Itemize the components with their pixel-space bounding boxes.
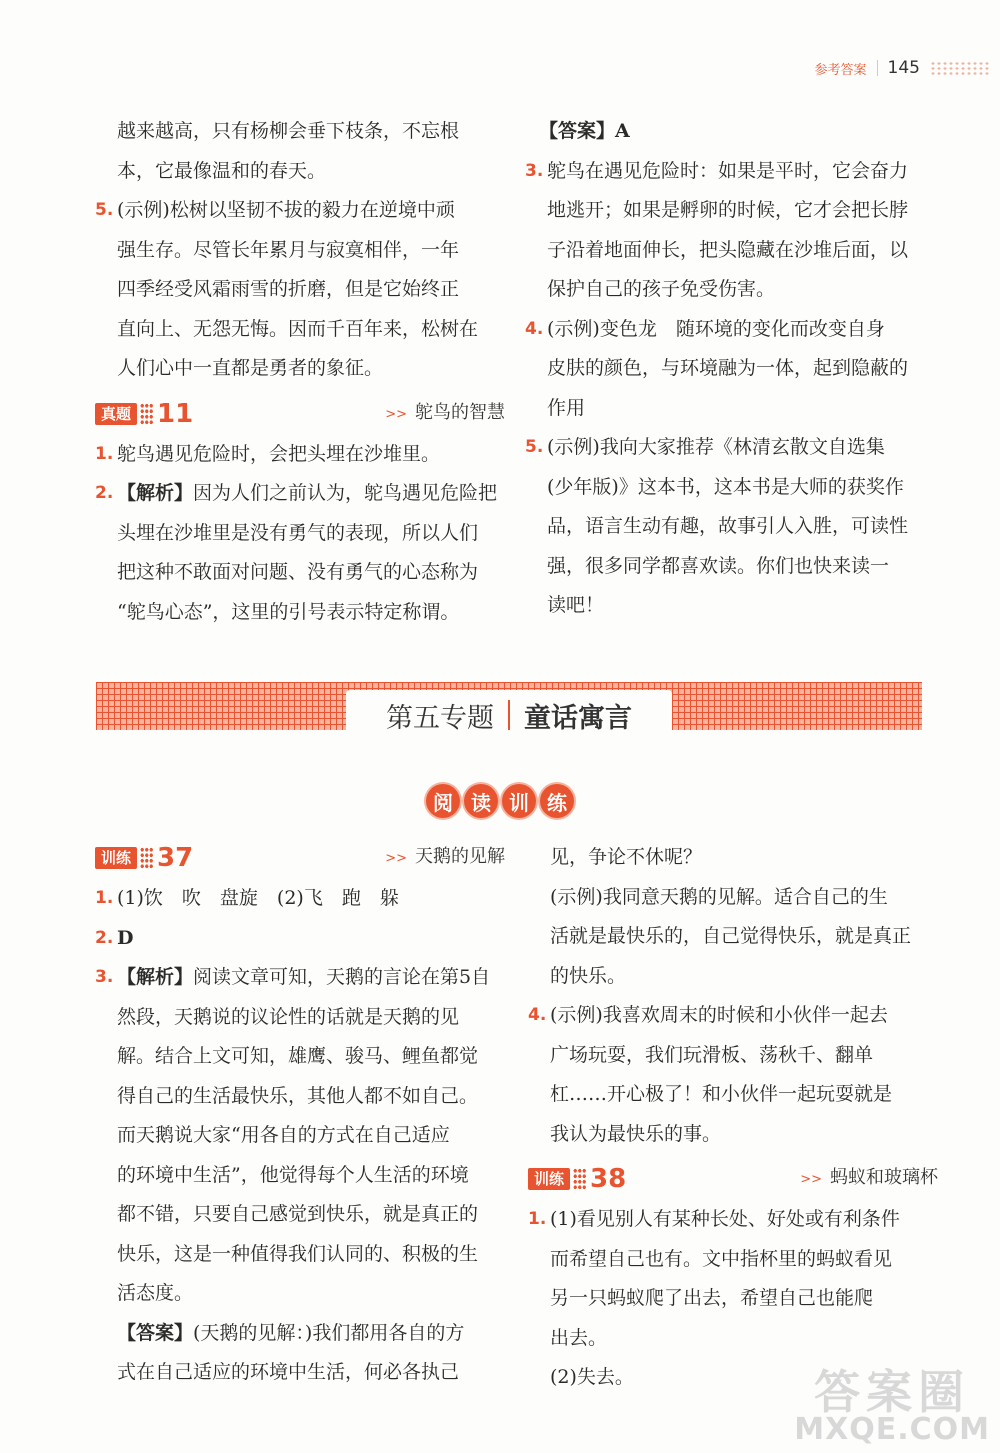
text-line: 快乐，这是一种值得我们认同的、积极的生 [117, 1242, 479, 1265]
watermark-url: MXQE.COM [794, 1412, 990, 1447]
section-title-text: 鸵鸟的智慧 [415, 401, 505, 423]
item-number: 1. [95, 888, 114, 908]
text-line: 解。结合上文可知，雄鹰、骏马、鲤鱼都觉 [117, 1045, 479, 1067]
section-heading-37 [95, 841, 505, 875]
text-line: 四季经受风霜雨雪的折磨，但是它始终正 [117, 278, 460, 300]
text-line: 然段，天鹅说的议论性的话就是天鹅的见 [117, 1005, 460, 1028]
page-header [815, 58, 990, 78]
answer-item-2 [95, 474, 505, 632]
section-badge [95, 843, 193, 873]
section-number: 38 [590, 1164, 627, 1194]
text-line: 广场玩耍，我们玩滑板、荡秋千、翻单 [550, 1043, 874, 1066]
double-arrow-icon: >> [800, 1172, 822, 1188]
section-label: 参考答案 [814, 62, 867, 78]
text-line: 的环境中生活”，他觉得每个人生活的环境 [117, 1163, 469, 1186]
reading-training-heading [0, 784, 1000, 818]
answer-item-5 [95, 191, 505, 389]
answer-item-4 [528, 996, 938, 1154]
text-line: 的快乐。 [550, 964, 627, 987]
text-line: 出去。 [550, 1326, 608, 1349]
double-arrow-icon: >> [385, 851, 407, 867]
text-line: 本，它最像温和的春天。 [117, 159, 327, 182]
answer-line [525, 112, 935, 152]
dot-grid-icon [140, 847, 154, 869]
item-number: 1. [528, 1209, 547, 1229]
item-number: 4. [528, 1005, 547, 1025]
section-title-text: 天鹅的见解 [415, 846, 505, 868]
text-line: 见，争论不休呢？ [550, 846, 703, 868]
text-line: 子沿着地面伸长，把头隐藏在沙堆后面，以 [547, 238, 909, 261]
text-line: 得自己的生活最快乐，其他人都不如自己。 [117, 1084, 479, 1107]
answer-item-3 [525, 152, 935, 310]
continued-answer [95, 112, 505, 191]
answer-item-1 [95, 435, 505, 475]
answer-item-5 [525, 428, 935, 626]
badge-label: 训练 [528, 1168, 570, 1190]
dot-pattern-decoration [930, 61, 990, 75]
text-line: (示例)我向大家推荐《林清玄散文自选集 [547, 436, 885, 458]
section-title [385, 393, 505, 435]
text-line: 活态度。 [117, 1282, 194, 1304]
text-line: 另一只蚂蚁爬了出去，希望自己也能爬 [550, 1287, 874, 1309]
top-left-column [95, 112, 505, 632]
text-line: 因为人们之前认为，鸵鸟遇见危险把 [193, 482, 498, 504]
text-line: 直向上、无怨无悔。因而千百年来，松树在 [117, 317, 479, 340]
section-number: 11 [157, 398, 194, 429]
continued-answer [528, 838, 938, 996]
text-line: (示例)变色龙 随环境的变化而改变自身 [547, 317, 885, 340]
analysis-tag: 【解析】 [117, 482, 194, 504]
badge-label: 训练 [95, 847, 137, 869]
text-line: 读吧！ [547, 594, 605, 616]
item-number: 2. [95, 927, 114, 948]
text-line: (2)失去。 [550, 1366, 634, 1388]
text-line: D [117, 926, 134, 949]
answer-block [95, 1314, 505, 1393]
text-line: 我认为最快乐的事。 [550, 1122, 722, 1145]
text-line: 地逃开；如果是孵卵的时候，它才会把长脖 [547, 199, 909, 221]
topic-banner [96, 682, 922, 734]
item-number: 2. [95, 483, 114, 503]
circle-char: 练 [540, 784, 574, 818]
text-line: (少年版)》这本书，这本书是大师的获奖作 [547, 475, 904, 498]
circle-char: 读 [464, 784, 498, 818]
text-line: 头埋在沙堆里是没有勇气的表现，所以人们 [117, 521, 479, 544]
text-line: (示例)我同意天鹅的见解。适合自己的生 [550, 885, 888, 908]
text-line: 而希望自己也有。文中指杯里的蚂蚁看见 [550, 1247, 893, 1270]
text-line: 杠……开心极了！和小伙伴一起玩耍就是 [550, 1083, 893, 1105]
answer-item-1 [95, 879, 505, 919]
text-line: 强生存。尽管长年累月与寂寞相伴，一年 [117, 238, 460, 261]
top-right-column [525, 112, 935, 626]
text-line: 阅读文章可知，天鹅的言论在第5自 [193, 966, 491, 988]
analysis-tag: 【解析】 [117, 966, 194, 988]
item-number: 3. [95, 967, 114, 987]
bottom-left-column [95, 841, 505, 1393]
text-line: 越来越高，只有杨柳会垂下枝条，不忘根 [117, 120, 460, 142]
item-number: 4. [525, 318, 544, 339]
section-heading-11 [95, 397, 505, 431]
answer-value: A [615, 120, 630, 142]
text-line: 品，语言生动有趣，故事引人入胜，可读性 [547, 515, 909, 537]
section-heading-38 [528, 1162, 938, 1196]
text-line: 强，很多同学都喜欢读。你们也快来读一 [547, 554, 890, 577]
watermark-logo [794, 1365, 990, 1447]
answer-item-3 [95, 958, 505, 1314]
item-number: 5. [95, 200, 114, 220]
text-line: 式在自己适应的环境中生活，何必各执己 [117, 1361, 460, 1383]
answer-tag: 【答案】 [539, 120, 616, 142]
section-badge [528, 1164, 626, 1194]
section-title [800, 1158, 938, 1200]
text-line: 鸵鸟在遇见危险时：如果是平时，它会奋力 [547, 159, 909, 182]
text-line: (1)饮 吹 盘旋 (2)飞 跑 躲 [117, 887, 399, 909]
text-line: 而天鹅说大家“用各自的方式在自己适应 [117, 1124, 450, 1146]
text-line: 皮肤的颜色，与环境融为一体，起到隐蔽的 [547, 357, 909, 379]
topic-name: 童话寓言 [524, 702, 632, 734]
answer-tag: 【答案】 [117, 1321, 194, 1344]
text-line: (示例)我喜欢周末的时候和小伙伴一起去 [550, 1004, 888, 1026]
text-line: 都不错，只要自己感觉到快乐，就是真正的 [117, 1203, 479, 1225]
text-line: 人们心中一直都是勇者的象征。 [117, 357, 384, 379]
text-line: (示例)松树以坚韧不拔的毅力在逆境中顽 [117, 199, 455, 221]
bottom-right-column [528, 838, 938, 1398]
text-line: (1)看见别人有某种长处、好处或有利条件 [550, 1208, 900, 1230]
banner-divider [508, 700, 510, 730]
page-number: 145 [887, 58, 920, 78]
text-line: 活就是最快乐的，自己觉得快乐，就是真正 [550, 925, 912, 947]
section-title-text: 蚂蚁和玻璃杯 [830, 1167, 938, 1189]
text-line: 把这种不敢面对问题、没有勇气的心态称为 [117, 561, 479, 583]
item-number: 3. [525, 160, 544, 181]
watermark-text: 答案圈 [814, 1365, 971, 1419]
answer-item-2 [95, 919, 505, 959]
section-badge [95, 399, 193, 429]
item-number: 1. [95, 443, 114, 464]
dot-grid-icon [140, 403, 154, 425]
divider [877, 60, 878, 76]
dot-grid-icon [573, 1168, 587, 1190]
section-number: 37 [157, 843, 194, 873]
topic-number: 第五专题 [386, 702, 494, 734]
text-line: 保护自己的孩子免受伤害。 [547, 278, 776, 300]
circle-char: 阅 [426, 784, 460, 818]
text-line: “鸵鸟心态”，这里的引号表示特定称谓。 [117, 600, 460, 623]
badge-label: 真题 [95, 403, 137, 425]
section-title [385, 837, 505, 879]
circle-char: 训 [502, 784, 536, 818]
text-line: 鸵鸟遇见危险时，会把头埋在沙堆里。 [117, 442, 441, 465]
item-number: 5. [525, 437, 544, 457]
text-line: 作用 [547, 396, 586, 419]
double-arrow-icon: >> [385, 406, 407, 422]
answer-item-4 [525, 310, 935, 429]
text-line: (天鹅的见解：)我们都用各自的方 [193, 1321, 465, 1344]
banner-title-box [346, 690, 672, 740]
